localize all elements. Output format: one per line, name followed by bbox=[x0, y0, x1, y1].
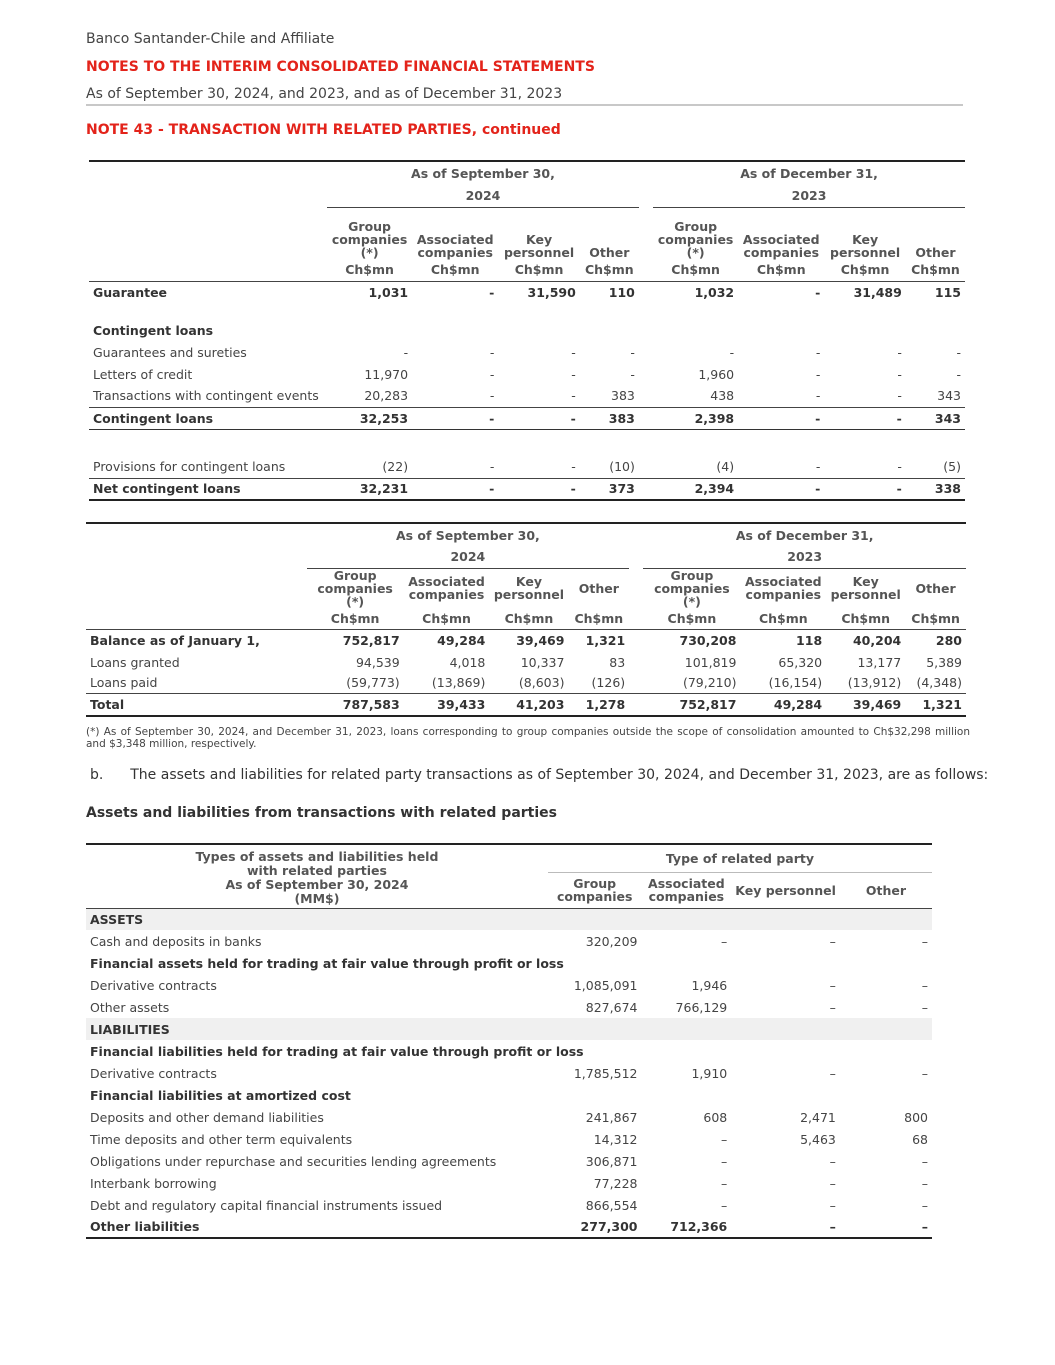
cell: 110 bbox=[608, 284, 635, 300]
cell: – bbox=[721, 933, 728, 949]
cell: - bbox=[896, 410, 902, 426]
t1-period2: As of December 31, bbox=[740, 166, 878, 181]
t1-row-provisions bbox=[89, 456, 965, 478]
cell: 1,031 bbox=[368, 284, 409, 300]
cell: 343 bbox=[934, 410, 961, 426]
cell: - bbox=[897, 366, 902, 382]
cell: 49,284 bbox=[437, 633, 486, 649]
cell: – bbox=[921, 1175, 928, 1191]
cell: 5,389 bbox=[926, 654, 962, 670]
t3-type-header: Type of related party bbox=[548, 844, 932, 872]
cell: 800 bbox=[904, 1109, 928, 1125]
t3-left-header-3: As of September 30, 2024 bbox=[225, 877, 409, 893]
cell: 383 bbox=[611, 388, 635, 404]
cell: - bbox=[815, 284, 821, 300]
cell: - bbox=[489, 481, 495, 497]
cell: - bbox=[815, 366, 821, 382]
cell: 68 bbox=[912, 1131, 928, 1147]
cell: 1,910 bbox=[691, 1065, 728, 1081]
cell: (8,603) bbox=[518, 675, 565, 691]
cell: 118 bbox=[796, 633, 823, 649]
t1-col-assoc: Associated companies bbox=[416, 232, 494, 260]
notes-title: NOTES TO THE INTERIM CONSOLIDATED FINANCIAL STATEMENTS bbox=[86, 59, 595, 75]
t1-year1: 2024 bbox=[327, 185, 639, 207]
loans-movement-table bbox=[86, 522, 966, 717]
row-label: Balance as of January 1, bbox=[90, 633, 260, 649]
cell: – bbox=[721, 1131, 728, 1147]
cell: – bbox=[921, 1219, 928, 1234]
t3-assets-heading: ASSETS bbox=[90, 911, 144, 927]
cell: 20,283 bbox=[364, 388, 409, 404]
row-label: Derivative contracts bbox=[90, 977, 217, 993]
t1-row-contingent-total bbox=[89, 407, 965, 429]
row-label: Other liabilities bbox=[90, 1219, 200, 1234]
t1-unit: Ch$mn bbox=[345, 262, 394, 278]
row-label: Guarantees and sureties bbox=[93, 344, 247, 360]
company-name: Banco Santander-Chile and Affiliate bbox=[86, 31, 335, 47]
cell: 11,970 bbox=[364, 366, 409, 382]
cell: 32,231 bbox=[359, 481, 409, 497]
cell: 39,469 bbox=[516, 633, 565, 649]
header-divider bbox=[86, 104, 963, 106]
cell: – bbox=[829, 1175, 836, 1191]
cell: – bbox=[829, 1197, 836, 1213]
t1-row-contingent-events bbox=[89, 385, 965, 407]
t2-col-group-2: Group companies (*) bbox=[654, 567, 730, 609]
cell: 277,300 bbox=[580, 1219, 638, 1234]
t3-left-header-2: with related parties bbox=[247, 863, 387, 879]
cell: 1,321 bbox=[922, 696, 962, 712]
contingent-loans-table bbox=[89, 160, 965, 501]
cell: - bbox=[571, 366, 576, 382]
cell: 1,960 bbox=[698, 366, 735, 382]
cell: - bbox=[815, 481, 821, 497]
cell: - bbox=[489, 410, 495, 426]
cell: 608 bbox=[703, 1109, 728, 1125]
cell: 13,177 bbox=[857, 654, 902, 670]
t1-unit: Ch$mn bbox=[430, 262, 480, 278]
cell: – bbox=[829, 1153, 836, 1169]
cell: 1,085,091 bbox=[573, 977, 638, 993]
t3-left-header-1: Types of assets and liabilities held bbox=[195, 849, 439, 865]
row-label: Interbank borrowing bbox=[90, 1175, 217, 1191]
cell: - bbox=[571, 459, 576, 475]
cell: 49,284 bbox=[773, 696, 823, 712]
row-label: Provisions for contingent loans bbox=[93, 459, 286, 475]
cell: 83 bbox=[609, 654, 626, 670]
t1-unit: Ch$mn bbox=[671, 262, 720, 278]
t2-col-other-2: Other bbox=[915, 580, 956, 596]
t1-col-other-2: Other bbox=[915, 245, 956, 260]
cell: – bbox=[921, 1197, 928, 1213]
cell: 306,871 bbox=[585, 1153, 638, 1169]
row-label: Transactions with contingent events bbox=[93, 388, 319, 404]
cell: 65,320 bbox=[778, 654, 823, 670]
cell: – bbox=[921, 1065, 928, 1081]
cell: - bbox=[489, 344, 495, 360]
cell: – bbox=[721, 1175, 728, 1191]
t3-row-cash bbox=[86, 930, 932, 952]
t1-col-group: Group companies (*) bbox=[331, 219, 408, 260]
t1-row-guarantee bbox=[89, 281, 965, 303]
cell: 338 bbox=[934, 481, 961, 497]
t1-col-key-2: Key personnel bbox=[830, 232, 901, 260]
point-b-marker: b. bbox=[90, 767, 104, 783]
t2-unit: Ch$mn bbox=[504, 610, 554, 626]
cell: - bbox=[956, 366, 961, 382]
row-label: Deposits and other demand liabilities bbox=[90, 1109, 324, 1125]
row-label: Derivative contracts bbox=[90, 1065, 217, 1081]
cell: (79,210) bbox=[682, 675, 737, 691]
t3-col-other: Other bbox=[865, 882, 907, 898]
t1-col-other: Other bbox=[589, 245, 630, 260]
cell: 343 bbox=[937, 388, 961, 404]
cell: - bbox=[897, 388, 902, 404]
cell: - bbox=[571, 388, 576, 404]
t1-unit: Ch$mn bbox=[911, 262, 960, 278]
cell: – bbox=[829, 1219, 836, 1234]
t3-fin-liab-heading: Financial liabilities held for trading at fair value through profit or loss bbox=[90, 1043, 584, 1059]
cell: (13,869) bbox=[431, 675, 486, 691]
cell: – bbox=[921, 933, 928, 949]
t2-unit: Ch$mn bbox=[667, 610, 717, 626]
row-label: Total bbox=[90, 696, 125, 712]
cell: – bbox=[921, 999, 928, 1015]
cell: 373 bbox=[608, 481, 635, 497]
cell: - bbox=[570, 481, 576, 497]
row-label: Time deposits and other term equivalents bbox=[90, 1131, 353, 1147]
cell: (126) bbox=[591, 675, 626, 691]
cell: 40,204 bbox=[852, 633, 902, 649]
cell: - bbox=[489, 459, 495, 475]
t2-row-balance bbox=[86, 630, 966, 652]
t1-contingent-heading: Contingent loans bbox=[93, 322, 214, 338]
cell: – bbox=[721, 1197, 728, 1213]
cell: 4,018 bbox=[449, 654, 486, 670]
cell: 32,253 bbox=[359, 410, 409, 426]
t3-row-other-assets bbox=[86, 996, 932, 1018]
cell: 31,590 bbox=[527, 284, 576, 300]
row-label: Other assets bbox=[90, 999, 170, 1015]
t2-col-key: Key personnel bbox=[493, 574, 565, 602]
t1-unit: Ch$mn bbox=[756, 262, 806, 278]
cell: 1,278 bbox=[585, 696, 626, 712]
t1-col-key: Key personnel bbox=[503, 232, 575, 260]
t1-unit: Ch$mn bbox=[840, 262, 890, 278]
cell: (16,154) bbox=[768, 675, 823, 691]
t3-row-deriv-liab bbox=[86, 1062, 932, 1084]
t1-period1: As of September 30, bbox=[411, 166, 555, 181]
t2-unit: Ch$mn bbox=[911, 610, 960, 626]
cell: (4) bbox=[716, 459, 735, 475]
cell: - bbox=[897, 344, 902, 360]
cell: 383 bbox=[608, 410, 635, 426]
t3-liabilities-heading: LIABILITIES bbox=[90, 1021, 170, 1037]
cell: 10,337 bbox=[520, 654, 565, 670]
cell: 1,946 bbox=[691, 977, 728, 993]
cell: - bbox=[489, 366, 495, 382]
t2-row-total bbox=[86, 694, 966, 716]
cell: - bbox=[571, 344, 576, 360]
t1-unit: Ch$mn bbox=[514, 262, 564, 278]
t2-period1: As of September 30, bbox=[395, 527, 540, 543]
t2-unit: Ch$mn bbox=[330, 610, 380, 626]
t2-col-group: Group companies (*) bbox=[317, 567, 393, 609]
cell: (5) bbox=[943, 459, 961, 475]
t3-col-assoc: Associated companies bbox=[648, 876, 725, 904]
cell: – bbox=[921, 1153, 928, 1169]
t3-left-header-4: (MM$) bbox=[294, 891, 340, 907]
cell: – bbox=[721, 1153, 728, 1169]
row-label: Net contingent loans bbox=[93, 481, 241, 497]
cell: 39,469 bbox=[852, 696, 902, 712]
t2-year1: 2024 bbox=[307, 546, 630, 568]
t3-fin-assets-heading: Financial assets held for trading at fair value through profit or loss bbox=[90, 955, 564, 971]
cell: - bbox=[897, 459, 902, 475]
t1-col-assoc-2: Associated companies bbox=[742, 232, 820, 260]
t3-row-deriv-assets bbox=[86, 974, 932, 996]
cell: – bbox=[921, 977, 928, 993]
cell: - bbox=[815, 388, 821, 404]
t2-col-key-2: Key personnel bbox=[830, 574, 901, 602]
cell: 766,129 bbox=[675, 999, 728, 1015]
t1-unit: Ch$mn bbox=[584, 262, 634, 278]
t3-row-other-liab bbox=[86, 1216, 932, 1238]
assets-liabilities-table bbox=[86, 843, 932, 1239]
cell: 438 bbox=[710, 388, 735, 404]
t2-col-assoc: Associated companies bbox=[408, 574, 485, 602]
cell: (4,348) bbox=[916, 675, 962, 691]
t1-row-letters-credit bbox=[89, 363, 965, 385]
cell: 827,674 bbox=[585, 999, 638, 1015]
row-label: Letters of credit bbox=[93, 366, 193, 382]
t1-col-group-2: Group companies (*) bbox=[657, 219, 734, 260]
row-label: Cash and deposits in banks bbox=[90, 933, 262, 949]
cell: 77,228 bbox=[593, 1175, 638, 1191]
t3-row-repurchase bbox=[86, 1150, 932, 1172]
cell: 39,433 bbox=[437, 696, 486, 712]
t2-unit: Ch$mn bbox=[422, 610, 471, 626]
cell: – bbox=[829, 999, 836, 1015]
cell: 1,321 bbox=[585, 633, 626, 649]
t2-col-other: Other bbox=[578, 580, 619, 596]
cell: 787,583 bbox=[342, 696, 400, 712]
t2-row-paid bbox=[86, 673, 966, 694]
t2-unit: Ch$mn bbox=[841, 610, 891, 626]
t1-row-net bbox=[89, 478, 965, 500]
cell: 1,785,512 bbox=[573, 1065, 638, 1081]
cell: – bbox=[829, 933, 836, 949]
row-label: Loans paid bbox=[90, 675, 158, 691]
cell: 2,398 bbox=[694, 410, 735, 426]
row-label: Guarantee bbox=[93, 284, 168, 300]
t2-col-assoc-2: Associated companies bbox=[744, 574, 822, 602]
footnote: (*) As of September 30, 2024, and December 31, 2023, loans corresponding to group companies outside the scope of consolidation amounted to Ch$32,298 million and $3,348 million, respectively. bbox=[86, 726, 970, 750]
cell: (10) bbox=[609, 459, 635, 475]
t2-year2: 2023 bbox=[643, 546, 966, 568]
note-title: NOTE 43 - TRANSACTION WITH RELATED PARTIES, continued bbox=[86, 122, 561, 138]
cell: 712,366 bbox=[670, 1219, 728, 1234]
cell: (22) bbox=[382, 459, 409, 475]
row-label: Debt and regulatory capital financial instruments issued bbox=[90, 1197, 443, 1213]
cell: 866,554 bbox=[585, 1197, 638, 1213]
cell: 752,817 bbox=[679, 696, 737, 712]
cell: - bbox=[403, 344, 409, 360]
cell: 101,819 bbox=[684, 654, 737, 670]
cell: - bbox=[489, 388, 495, 404]
cell: - bbox=[956, 344, 961, 360]
cell: 280 bbox=[935, 633, 962, 649]
t3-row-time-deposits bbox=[86, 1128, 932, 1150]
as-of-date: As of September 30, 2024, and 2023, and as of December 31, 2023 bbox=[86, 86, 563, 102]
section-title: Assets and liabilities from transactions with related parties bbox=[86, 805, 557, 821]
cell: - bbox=[570, 410, 576, 426]
cell: 1,032 bbox=[694, 284, 735, 300]
point-b bbox=[90, 767, 988, 783]
cell: (13,912) bbox=[847, 675, 902, 691]
cell: - bbox=[630, 344, 635, 360]
row-label: Contingent loans bbox=[93, 410, 214, 426]
cell: 115 bbox=[934, 284, 961, 300]
cell: - bbox=[896, 481, 902, 497]
cell: 5,463 bbox=[800, 1131, 836, 1147]
row-label: Obligations under repurchase and securities lending agreements bbox=[90, 1153, 497, 1169]
cell: 41,203 bbox=[516, 696, 565, 712]
cell: – bbox=[829, 1065, 836, 1081]
t3-row-debt bbox=[86, 1194, 932, 1216]
cell: - bbox=[729, 344, 735, 360]
cell: 730,208 bbox=[679, 633, 737, 649]
point-b-text: The assets and liabilities for related party transactions as of September 30, 2024, and December 31, 2023, are as follows: bbox=[130, 767, 989, 783]
cell: – bbox=[829, 977, 836, 993]
cell: - bbox=[815, 344, 821, 360]
cell: - bbox=[489, 284, 495, 300]
cell: 94,539 bbox=[355, 654, 400, 670]
t1-year2: 2023 bbox=[653, 185, 965, 207]
t3-amortized-heading: Financial liabilities at amortized cost bbox=[90, 1087, 351, 1103]
cell: 241,867 bbox=[585, 1109, 638, 1125]
t2-row-granted bbox=[86, 652, 966, 673]
t3-left-header bbox=[86, 844, 548, 908]
cell: 320,209 bbox=[585, 933, 638, 949]
t2-unit: Ch$mn bbox=[758, 610, 808, 626]
cell: (59,773) bbox=[346, 675, 400, 691]
t3-col-key: Key personnel bbox=[735, 882, 836, 898]
cell: 2,471 bbox=[800, 1109, 836, 1125]
cell: 31,489 bbox=[853, 284, 902, 300]
t3-row-interbank bbox=[86, 1172, 932, 1194]
t3-row-deposits bbox=[86, 1106, 932, 1128]
t2-unit: Ch$mn bbox=[574, 610, 624, 626]
cell: 752,817 bbox=[342, 633, 400, 649]
t2-period2: As of December 31, bbox=[735, 527, 874, 543]
t1-row-guarantees-sureties bbox=[89, 341, 965, 363]
t3-col-group: Group companies bbox=[556, 876, 633, 904]
row-label: Loans granted bbox=[90, 654, 180, 670]
cell: 2,394 bbox=[694, 481, 735, 497]
cell: - bbox=[815, 410, 821, 426]
cell: - bbox=[815, 459, 821, 475]
cell: - bbox=[630, 366, 635, 382]
cell: 14,312 bbox=[593, 1131, 638, 1147]
